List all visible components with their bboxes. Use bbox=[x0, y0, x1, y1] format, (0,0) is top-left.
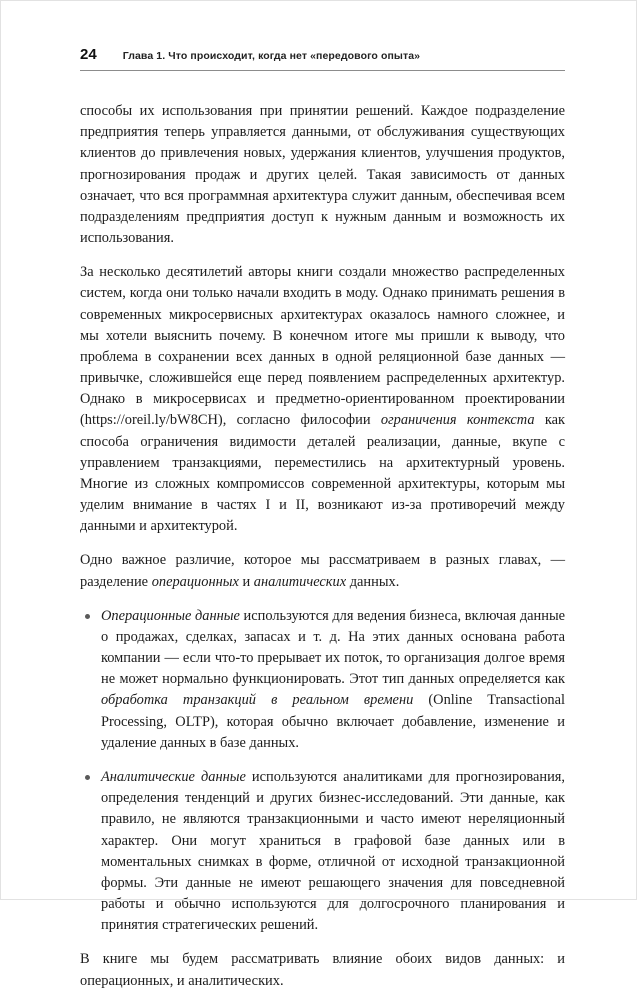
text-run: операционных bbox=[151, 573, 239, 590]
text-run: Операционные данные bbox=[101, 607, 240, 624]
text-run: используются аналитиками для прогнозирования, определения тенденций и других бизнес-исследований. Эти данные, как правило, не являются транзакционными и часто имеют нереляционный характер. Они могут храниться в графовой базе данных или в моментальных снимках в форме, отличной от исходной транзакционной формы. Эти данные не имеют решающего значения для повседневной работы и обычно используются для долгосрочного планирования и принятия стратегических решений. bbox=[101, 768, 565, 934]
text-run: как способа ограничения видимости деталей реализации, данные, вкупе с управлением транзакциями, переместились на архитектурный уровень. Многие из сложных компромиссов современной архитектуры, которым мы уделим внимание в частях I и II, возникают из-за противоречий между данными и архитектурой. bbox=[80, 412, 565, 535]
bullet-text bbox=[101, 767, 565, 936]
bullet-icon bbox=[85, 614, 90, 619]
text-run: ограничения контекста bbox=[380, 412, 535, 429]
page-header bbox=[80, 46, 565, 63]
list-item bbox=[80, 606, 565, 754]
text-run: Аналитические данные bbox=[101, 768, 246, 785]
paragraph bbox=[80, 101, 565, 249]
header-rule bbox=[80, 70, 565, 71]
text-run: способы их использования при принятии решений. Каждое подразделение предприятия теперь управляется данными, от обслуживания существующих клиентов до привлечения новых, удержания клиентов, улучшения продуктов, прогнозирования продаж и других целей. Такая зависимость от данных означает, что вся программная архитектура служит данным, обеспечивая всем подразделениям предприятия доступ к нужным данным и возможность их использования. bbox=[80, 103, 565, 247]
text-run: используются для ведения бизнеса, включая данные о продажах, сделках, запасах и т. д. На этих данных основана работа компании — если что-то прерывает их поток, то организация долгое время не может нормально функционировать. Этот тип данных определяется как bbox=[101, 607, 565, 688]
text-run: аналитических bbox=[253, 573, 347, 590]
text-run: Одно важное различие, которое мы рассматриваем в разных главах, — разделение bbox=[80, 552, 565, 590]
page-number: 24 bbox=[80, 46, 97, 63]
chapter-title: Глава 1. Что происходит, когда нет «передового опыта» bbox=[122, 50, 421, 62]
bullet-icon bbox=[85, 775, 90, 780]
paragraph bbox=[80, 262, 565, 537]
text-run: За несколько десятилетий авторы книги создали множество распределенных систем, когда они только начали входить в моду. Однако принимать решения в современных микросервисных архитектурах оказалось намного сложнее, и мы хотели выяснить почему. В конечном итоге мы пришли к выводу, что проблема в сохранении всех данных в одной реляционной базе данных — привычке, сложившейся еще перед появлением распределенных архитектур. Однако в микросервисах и предметно-ориентированном проектировании (https://oreil.ly/bW8CH), согласно философии bbox=[80, 264, 565, 429]
page-body bbox=[80, 101, 565, 992]
text-run: обработка транзакций в реальном времени bbox=[101, 692, 414, 709]
bullet-list bbox=[80, 606, 565, 937]
text-run: данных. bbox=[346, 573, 400, 590]
paragraph bbox=[80, 550, 565, 592]
paragraph bbox=[80, 949, 565, 991]
text-run: (Online Transactional Processing, OLTP), которая обычно включает добавление, изменение и удаление данных в базе данных. bbox=[101, 692, 565, 751]
list-item bbox=[80, 767, 565, 936]
bullet-text bbox=[101, 606, 565, 754]
text-run: В книге мы будем рассматривать влияние обоих видов данных: и операционных, и аналитических. bbox=[80, 951, 565, 989]
text-run: и bbox=[238, 573, 254, 590]
